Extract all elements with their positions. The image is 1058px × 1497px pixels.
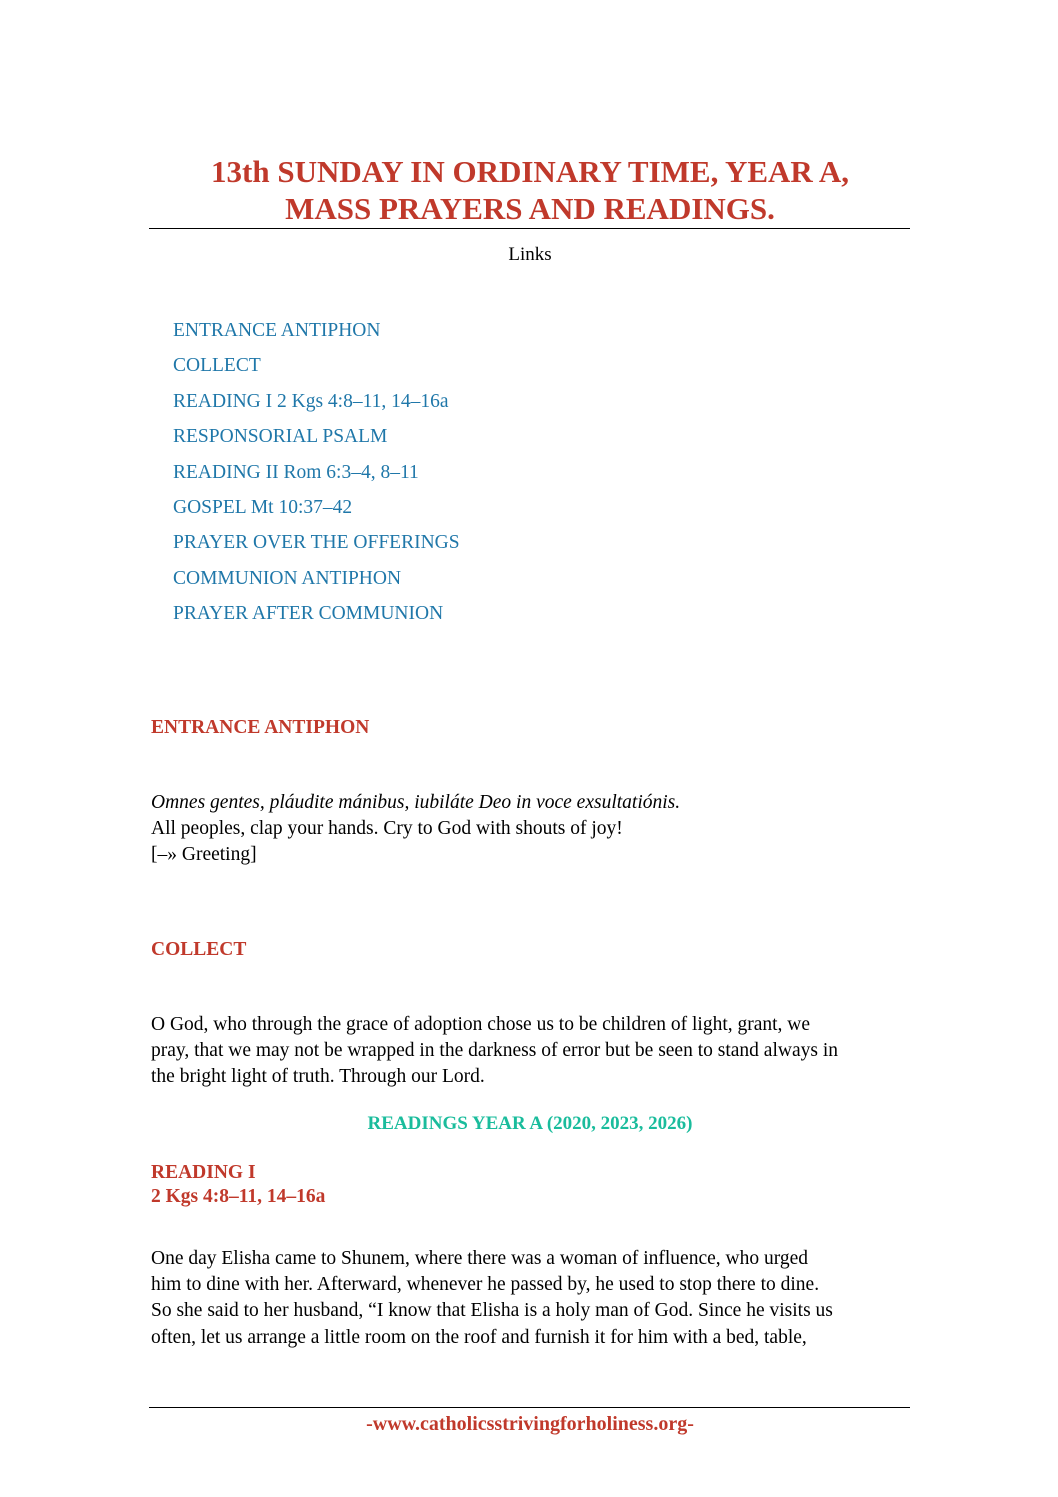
entrance-antiphon-latin: Omnes gentes, pláudite mánibus, iubiláte Deo in voce exsultatiónis. [151,792,681,813]
reading-1-text [151,1246,833,1351]
entrance-antiphon-text [151,790,921,868]
reading-1-line: often, let us arrange a little room on the roof and furnish it for him with a bed, table, [151,1326,807,1348]
toc-link-gospel[interactable]: GOSPEL Mt 10:37–42 [173,496,353,518]
entrance-antiphon-heading: ENTRANCE ANTIPHON [151,717,370,738]
reading-1-title: READING I [151,1162,256,1183]
readings-year-heading: READINGS YEAR A (2020, 2023, 2026) [367,1113,693,1134]
footer-url[interactable]: -www.catholicsstrivingforholiness.org- [366,1413,694,1435]
links-label: Links [508,244,552,265]
toc-link-reading-1[interactable]: READING I 2 Kgs 4:8–11, 14–16a [173,390,449,412]
collect-line: the bright light of truth. Through our Lord. [151,1066,485,1087]
title-line-2: MASS PRAYERS AND READINGS. [285,191,775,226]
toc-link-entrance-antiphon[interactable]: ENTRANCE ANTIPHON [173,320,381,341]
reading-1-heading [151,1161,325,1209]
toc-link-communion-antiphon[interactable]: COMMUNION ANTIPHON [173,567,402,589]
reading-1-line: him to dine with her. Afterward, whenever he passed by, he used to stop there to dine. [151,1274,820,1296]
footer-divider [149,1407,910,1408]
toc-link-responsorial-psalm[interactable]: RESPONSORIAL PSALM [173,426,388,448]
toc-link-prayer-over-offerings[interactable]: PRAYER OVER THE OFFERINGS [173,532,460,554]
reading-1-reference: 2 Kgs 4:8–11, 14–16a [151,1186,326,1207]
reading-1-line: So she said to her husband, “I know that Elisha is a holy man of God. Since he visits us [151,1300,833,1322]
entrance-antiphon-english: All peoples, clap your hands. Cry to God with shouts of joy! [151,818,623,839]
collect-heading: COLLECT [151,939,247,960]
title-line-1: 13th SUNDAY IN ORDINARY TIME, YEAR A, [211,154,849,189]
collect-line: pray, that we may not be wrapped in the darkness of error but be seen to stand always in [151,1040,838,1061]
toc-link-reading-2[interactable]: READING II Rom 6:3–4, 8–11 [173,461,419,483]
reading-1-line: One day Elisha came to Shunem, where there was a woman of influence, who urged [151,1248,809,1269]
greeting-link[interactable]: [–» Greeting] [151,844,257,865]
page-title [150,153,910,227]
toc-link-prayer-after-communion[interactable]: PRAYER AFTER COMMUNION [173,603,444,625]
collect-line: O God, who through the grace of adoption chose us to be children of light, grant, we [151,1014,811,1035]
table-of-contents [173,318,460,637]
collect-text [151,1012,921,1090]
toc-link-collect[interactable]: COLLECT [173,355,261,377]
title-divider [149,228,910,229]
